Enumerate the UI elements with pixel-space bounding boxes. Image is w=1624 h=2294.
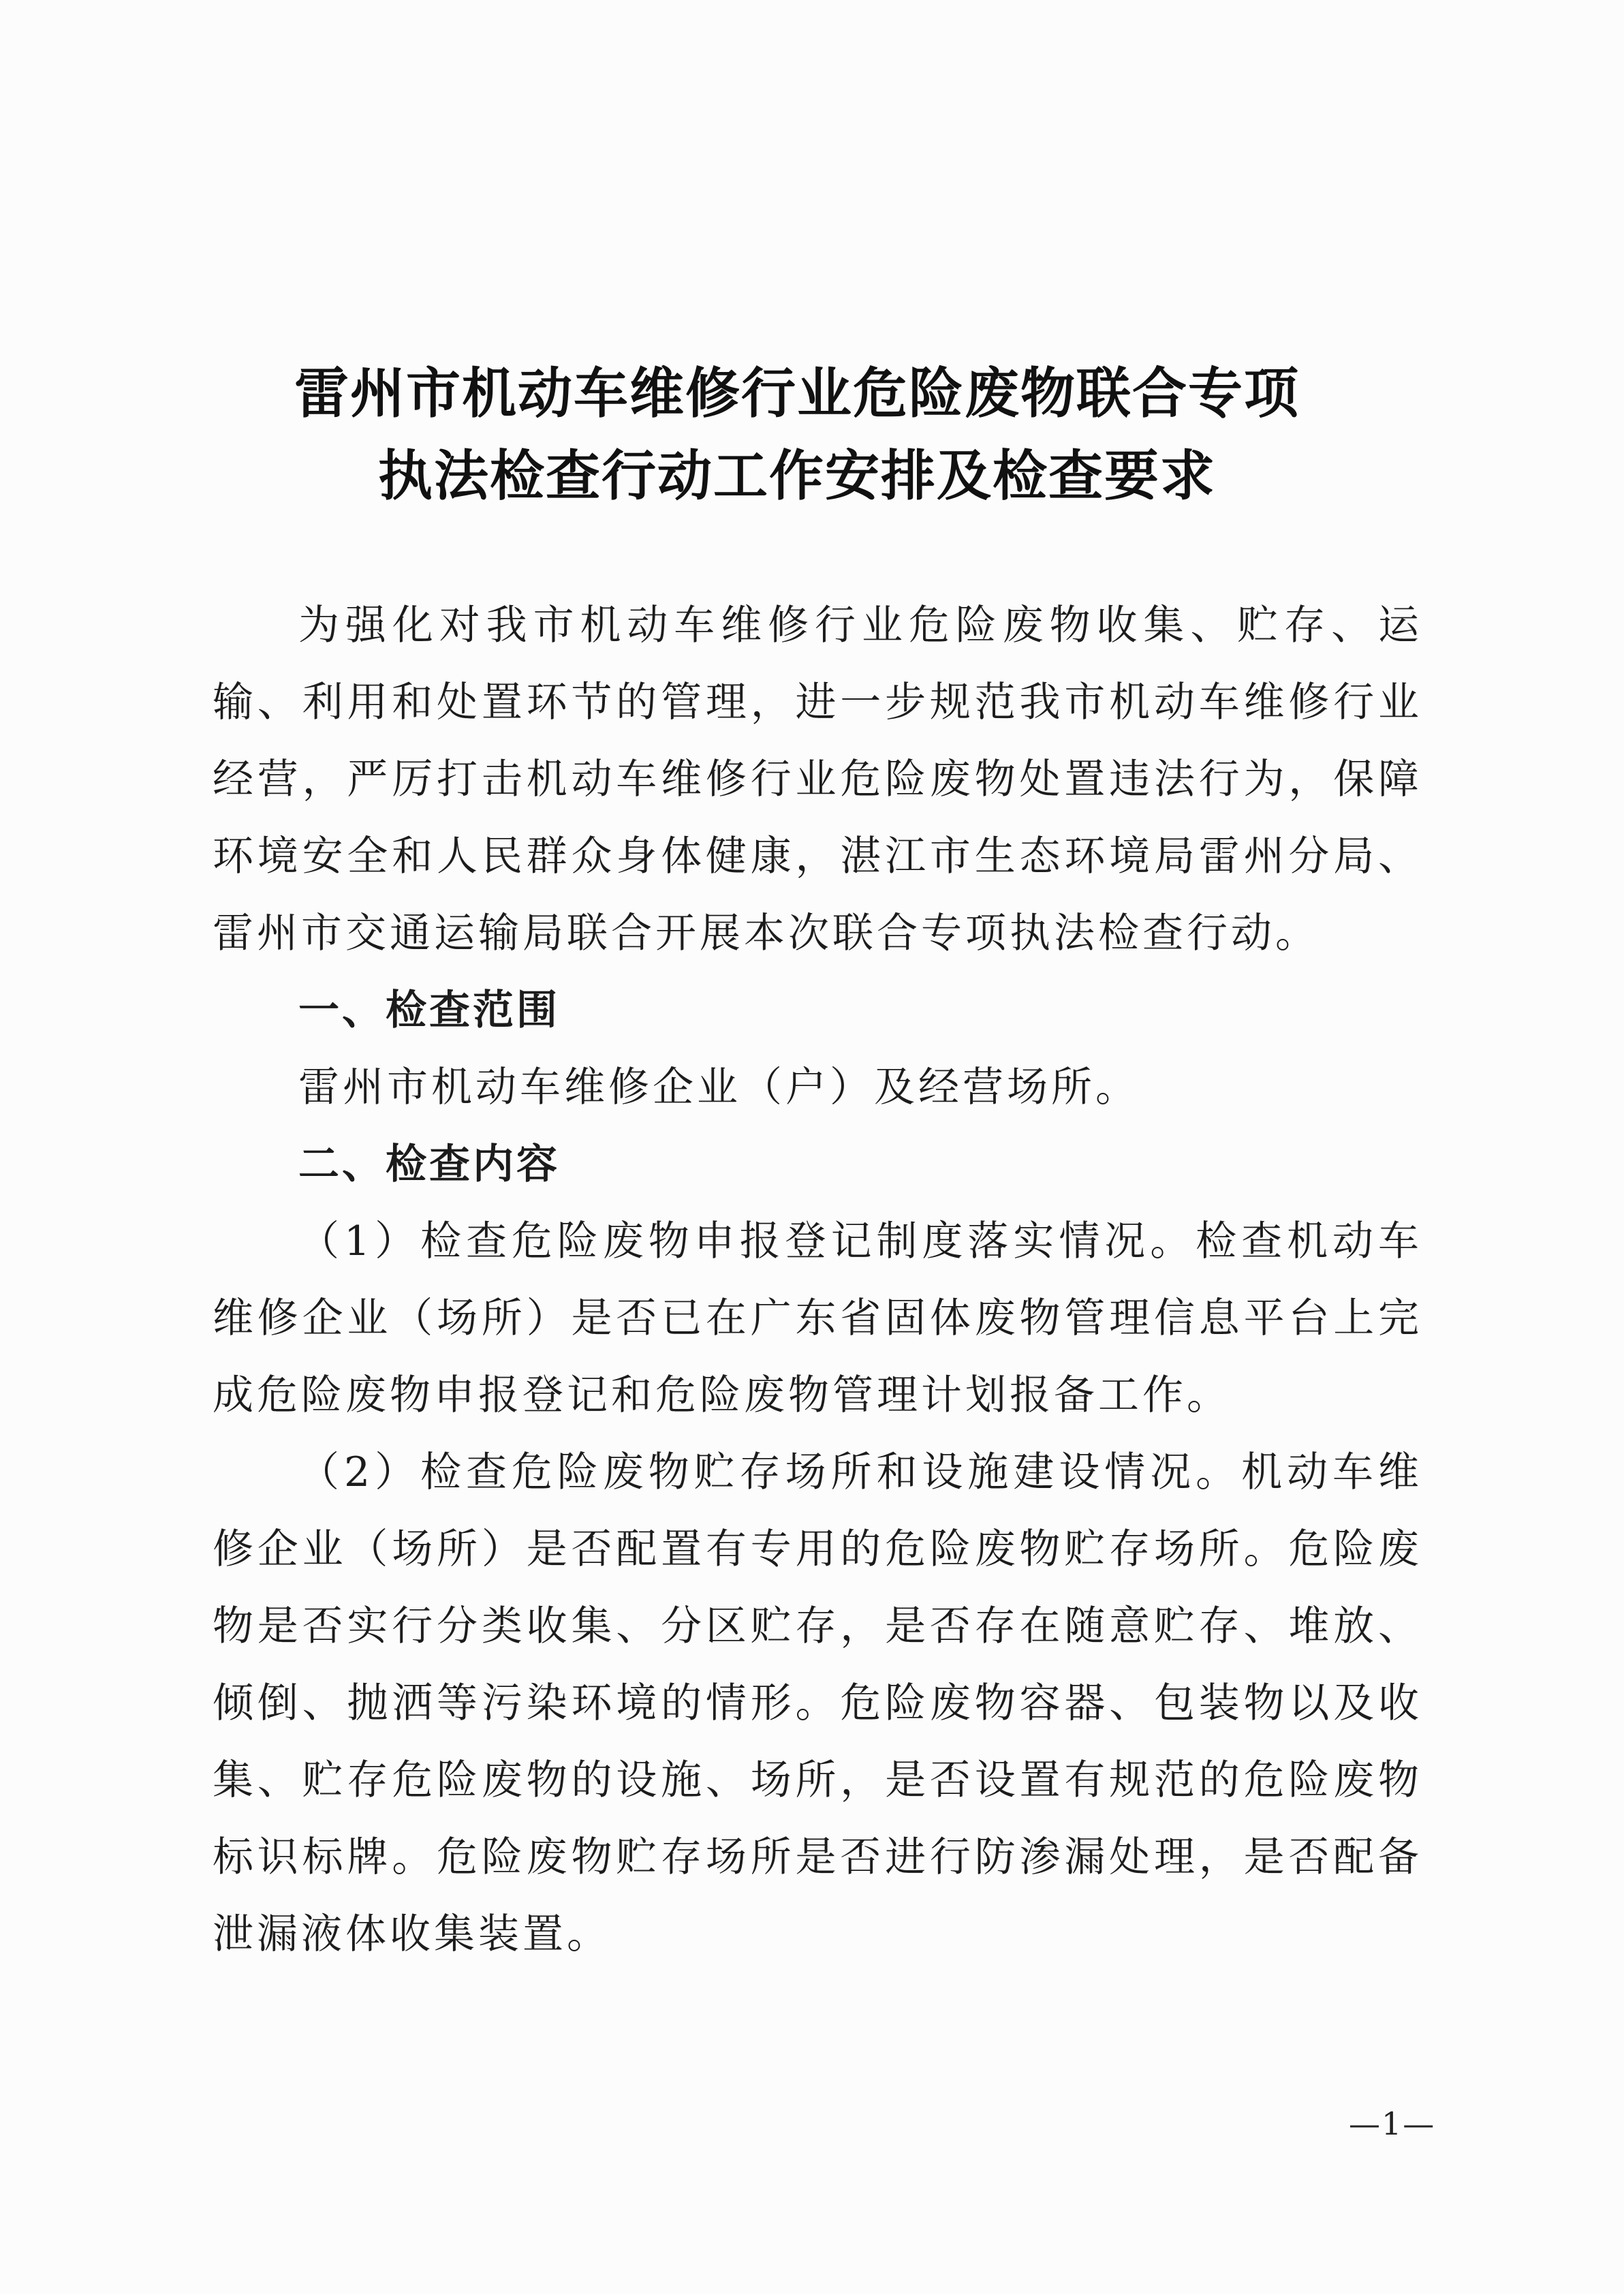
intro-paragraph: 为强化对我市机动车维修行业危险废物收集、贮存、运输、利用和处置环节的管理，进一步规范我市机动车维修行业经营，严厉打击机动车维修行业危险废物处置违法行为，保障环境安全和人民群众身体健康，湛江市生态环境局雷州分局、雷州市交通运输局联合开展本次联合专项执法检查行动。 xyxy=(213,602,1422,957)
page-number: —1— xyxy=(1349,2105,1436,2142)
section-scope-text: 雷州市机动车维修企业（户）及经营场所。 xyxy=(298,1064,1140,1111)
section-heading-scope: 一、检查范围 xyxy=(298,987,560,1034)
document-title-line-1: 雷州市机动车维修行业危险废物联合专项 xyxy=(294,361,1300,425)
document-body xyxy=(213,587,1422,1973)
content-item-2: （2）检查危险废物贮存场所和设施建设情况。机动车维修企业（场所）是否配置有专用的危险废物贮存场所。危险废物是否实行分类收集、分区贮存，是否存在随意贮存、堆放、倾倒、抛洒等污染环境的情形。危险废物容器、包装物以及收集、贮存危险废物的设施、场所，是否设置有规范的危险废物标识标牌。危险废物贮存场所是否进行防渗漏处理，是否配备泄漏液体收集装置。 xyxy=(213,1448,1422,1958)
content-item-1: （1）检查危险废物申报登记制度落实情况。检查机动车维修企业（场所）是否已在广东省固体废物管理信息平台上完成危险废物申报登记和危险废物管理计划报备工作。 xyxy=(213,1218,1422,1419)
document-title-line-2: 执法检查行动工作安排及检查要求 xyxy=(378,444,1216,508)
section-heading-content: 二、检查内容 xyxy=(298,1141,560,1188)
